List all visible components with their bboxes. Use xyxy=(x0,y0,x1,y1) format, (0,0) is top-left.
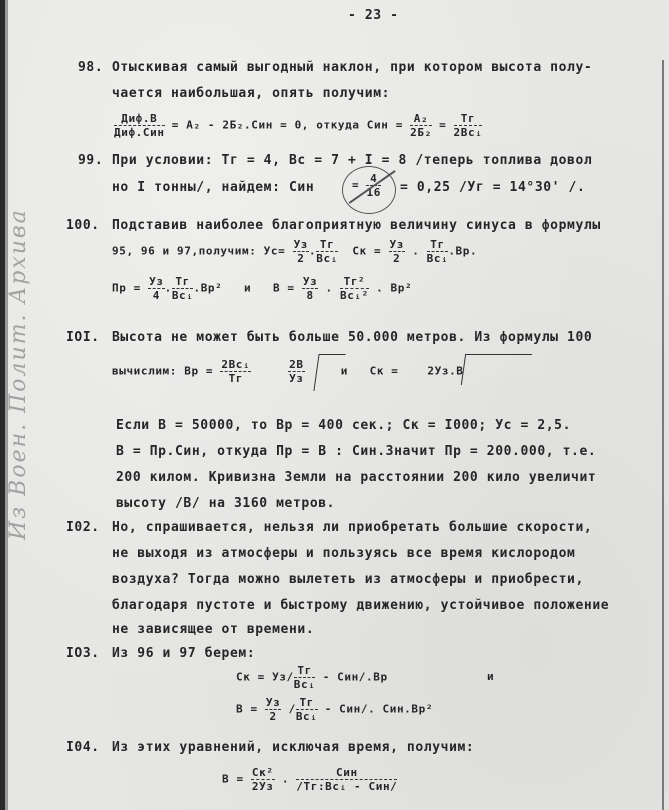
section-103-number: IO3. xyxy=(66,646,100,661)
section-99-line2a: но I тонны/, найдем: Син xyxy=(112,180,315,195)
section-100-line2: 95, 96 и 97,получим: Ус= $\frac{Уз}{2}$ . $\frac{Tг}{\text{Bcᵢ}}$ Cк = $\frac{Уз}{2}$ . $\frac{Tг}{\text{Bcᵢ}}$ .Вр. xyxy=(112,238,478,265)
section-98-line2: чается наибольшая, опять получим: xyxy=(112,86,391,101)
sqrt-sign xyxy=(313,354,345,391)
section-102-line2: не выходя из атмосферы и пользуясь все время кислородом xyxy=(112,546,576,561)
section-103-line1: Из 96 и 97 берем: xyxy=(112,646,256,661)
section-104-eq: B = $\frac{\text{Cк²}}{2Уз}$ . $\frac{\text{Син}}{\text{/Tг:Bcᵢ - Син/}}$ xyxy=(222,766,398,793)
section-100-number: 100. xyxy=(66,218,100,233)
section-101-line2: вычислим: Вр = $\frac{\text{2Bcᵢ}}{Tг}$ $\frac{2B}{Уз}$ и Cк = 2Уз.B xyxy=(112,358,464,385)
section-104-line1: Из этих уравнений, исключая время, получим: xyxy=(112,740,475,755)
section-98-line1: Отыскивая самый выгодный наклон, при котором высота полу- xyxy=(112,60,593,75)
section-103-eq1: Cк = Уз/ $\frac{Tг}{\text{Bcᵢ}}$ - Син/.Вр xyxy=(236,664,388,691)
section-102-number: I02. xyxy=(66,520,100,535)
section-98-number: 98. xyxy=(78,60,104,75)
section-103-eq2: B = $\frac{Уз}{2}$ / $\frac{Tг}{\text{Bcᵢ}}$ - Син/. Син.Вр² xyxy=(236,696,434,723)
section-99-line1: При условии: Tг = 4, Bc = 7 + I = 8 /теперь топлива довол xyxy=(112,153,593,168)
circled-fraction: = $\frac{4}{16}$ xyxy=(352,172,381,199)
section-99-number: 99. xyxy=(78,153,104,168)
section-102-line5: не зависящее от времени. xyxy=(112,622,315,637)
section-102-line3: воздуха? Тогда можно вылететь из атмосферы и приобрести, xyxy=(112,572,584,587)
section-99-line2b: = 0,25 /Уг = 14°30' /. xyxy=(400,180,586,195)
section-100-line1: Подставив наиболее благоприятную величину синуса в формулы xyxy=(112,218,601,233)
section-103-and: и xyxy=(487,670,495,683)
page-edge-right xyxy=(662,60,664,810)
sqrt-sign xyxy=(461,354,532,385)
section-101-line1: Высота не может быть больше 50.000 метров. Из формулы 100 xyxy=(112,330,593,345)
fraction-tg-bc: $\frac{Tг}{\text{2Bcᵢ}}$ xyxy=(453,112,483,139)
section-98-equation: $\frac{\text{Диф.В}}{\text{Диф.Син}}$ = A₂ - 2Б₂.Син = 0, откуда Син = $\frac{\text{A₂}}{\text{2Б₂}}$ = $\frac{Tг}{\text{2Bcᵢ}}$ xyxy=(114,112,483,139)
section-102-line1: Но, спрашивается, нельзя ли приобретать большие скорости, xyxy=(112,520,593,535)
section-101-line5: 200 килом. Кривизна Земли на расстоянии 200 кило увеличит xyxy=(116,470,597,485)
fraction-dif: $\frac{\text{Диф.В}}{\text{Диф.Син}}$ xyxy=(114,112,165,139)
handwritten-margin-note: Из Воен. Полит. Архива xyxy=(6,208,31,540)
section-100-line3: Пр = $\frac{Уз}{4}$ . $\frac{Tг}{\text{Bcᵢ}}$ .Вр² и B = $\frac{Уз}{8}$ . $\frac{\text{Tг²}}{\text{Bcᵢ²}}$ . Вр² xyxy=(112,275,413,302)
section-101-line4: B = Пр.Син, откуда Пр = B : Син.Значит Пр = 200.000, т.е. xyxy=(116,444,597,459)
section-102-line4: благодаря пустоте и быстрому движению, устойчивое положение xyxy=(112,598,610,613)
section-101-line3: Если B = 50000, то Вр = 400 сек.; Cк = I000; Ус = 2,5. xyxy=(116,418,572,433)
section-101-number: IOI. xyxy=(66,330,100,345)
page-number: - 23 - xyxy=(348,8,399,23)
section-101-line6: высоту /B/ на 3160 метров. xyxy=(116,496,336,511)
fraction-a2-b2: $\frac{\text{A₂}}{\text{2Б₂}}$ xyxy=(410,112,432,139)
section-104-number: I04. xyxy=(66,740,100,755)
